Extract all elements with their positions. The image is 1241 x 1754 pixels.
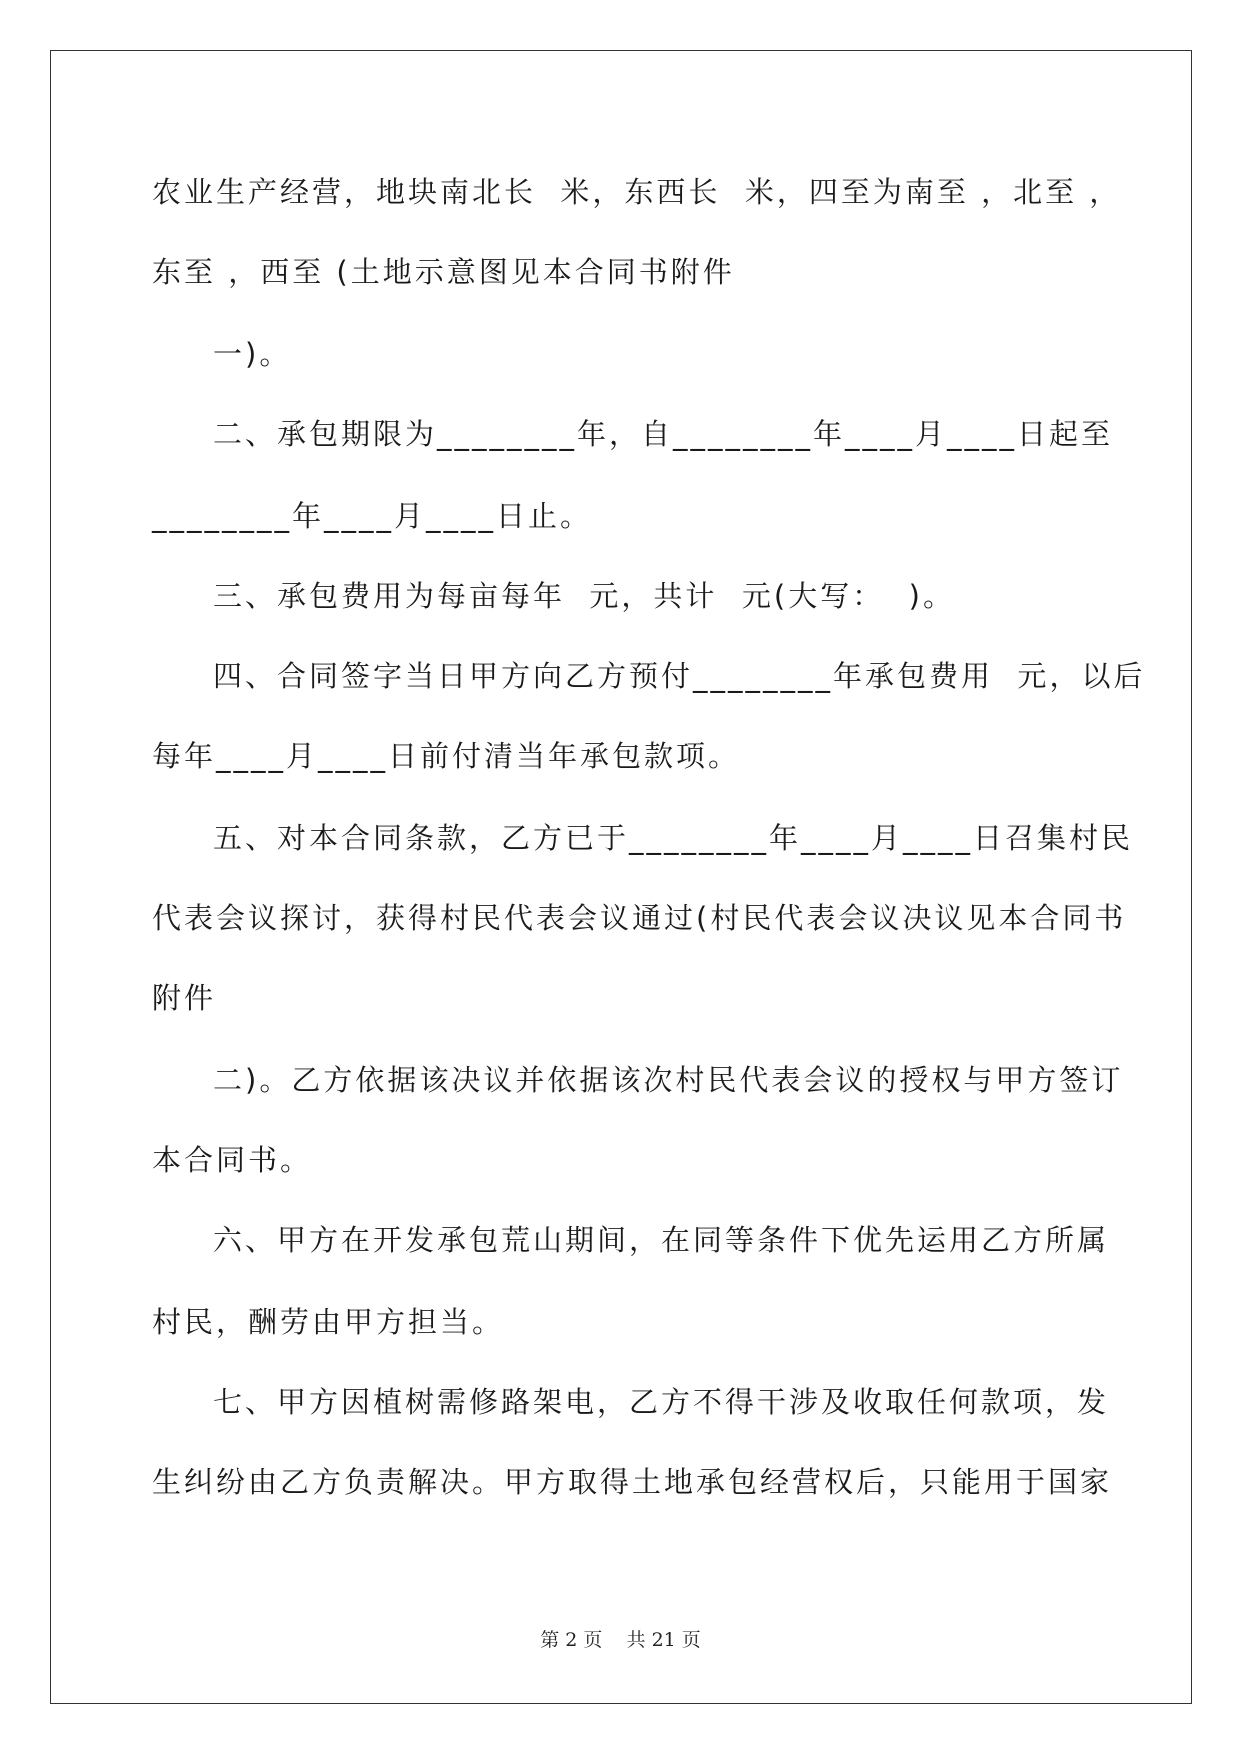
page-border [50,50,1192,1704]
clause-5-line-2: 代表会议探讨，获得村民代表会议通过(村民代表会议决议见本合同书 [152,901,1127,935]
page-number-footer: 第 2 页 共 21 页 [540,1629,701,1651]
clause-5-line-1: 五、对本合同条款，乙方已于________年____月____日召集村民 [213,821,1134,855]
body-line-2: 东至 ，西至 (土地示意图见本合同书附件 [152,255,735,289]
clause-5-line-3: 附件 [152,981,217,1015]
clause-6-line-2: 村民，酬劳由甲方担当。 [152,1305,505,1339]
clause-4-line-2: 每年____月____日前付清当年承包款项。 [152,739,741,773]
clause-6-line-1: 六、甲方在开发承包荒山期间，在同等条件下优先运用乙方所属 [213,1223,1110,1257]
clause-2-line-1: 二、承包期限为________年，自________年____月____日起至 [213,417,1114,451]
clause-5-line-4: 二)。乙方依据该决议并依据该次村民代表会议的授权与甲方签订 [213,1063,1124,1097]
clause-7-line-1: 七、甲方因植树需修路架电，乙方不得干涉及收取任何款项，发 [213,1385,1110,1419]
clause-2-line-2: ________年____月____日止。 [152,499,593,533]
clause-7-line-2: 生纠纷由乙方负责解决。甲方取得土地承包经营权后，只能用于国家 [152,1465,1113,1499]
clause-3-line-1: 三、承包费用为每亩每年 元，共计 元(大写： )。 [213,579,955,613]
body-line-3: 一)。 [213,337,292,371]
clause-5-line-5: 本合同书。 [152,1143,313,1177]
body-line-1: 农业生产经营，地块南北长 米，东西长 米，四至为南至 ，北至 ， [152,175,1122,209]
clause-4-line-1: 四、合同签字当日甲方向乙方预付________年承包费用 元，以后 [213,659,1146,693]
